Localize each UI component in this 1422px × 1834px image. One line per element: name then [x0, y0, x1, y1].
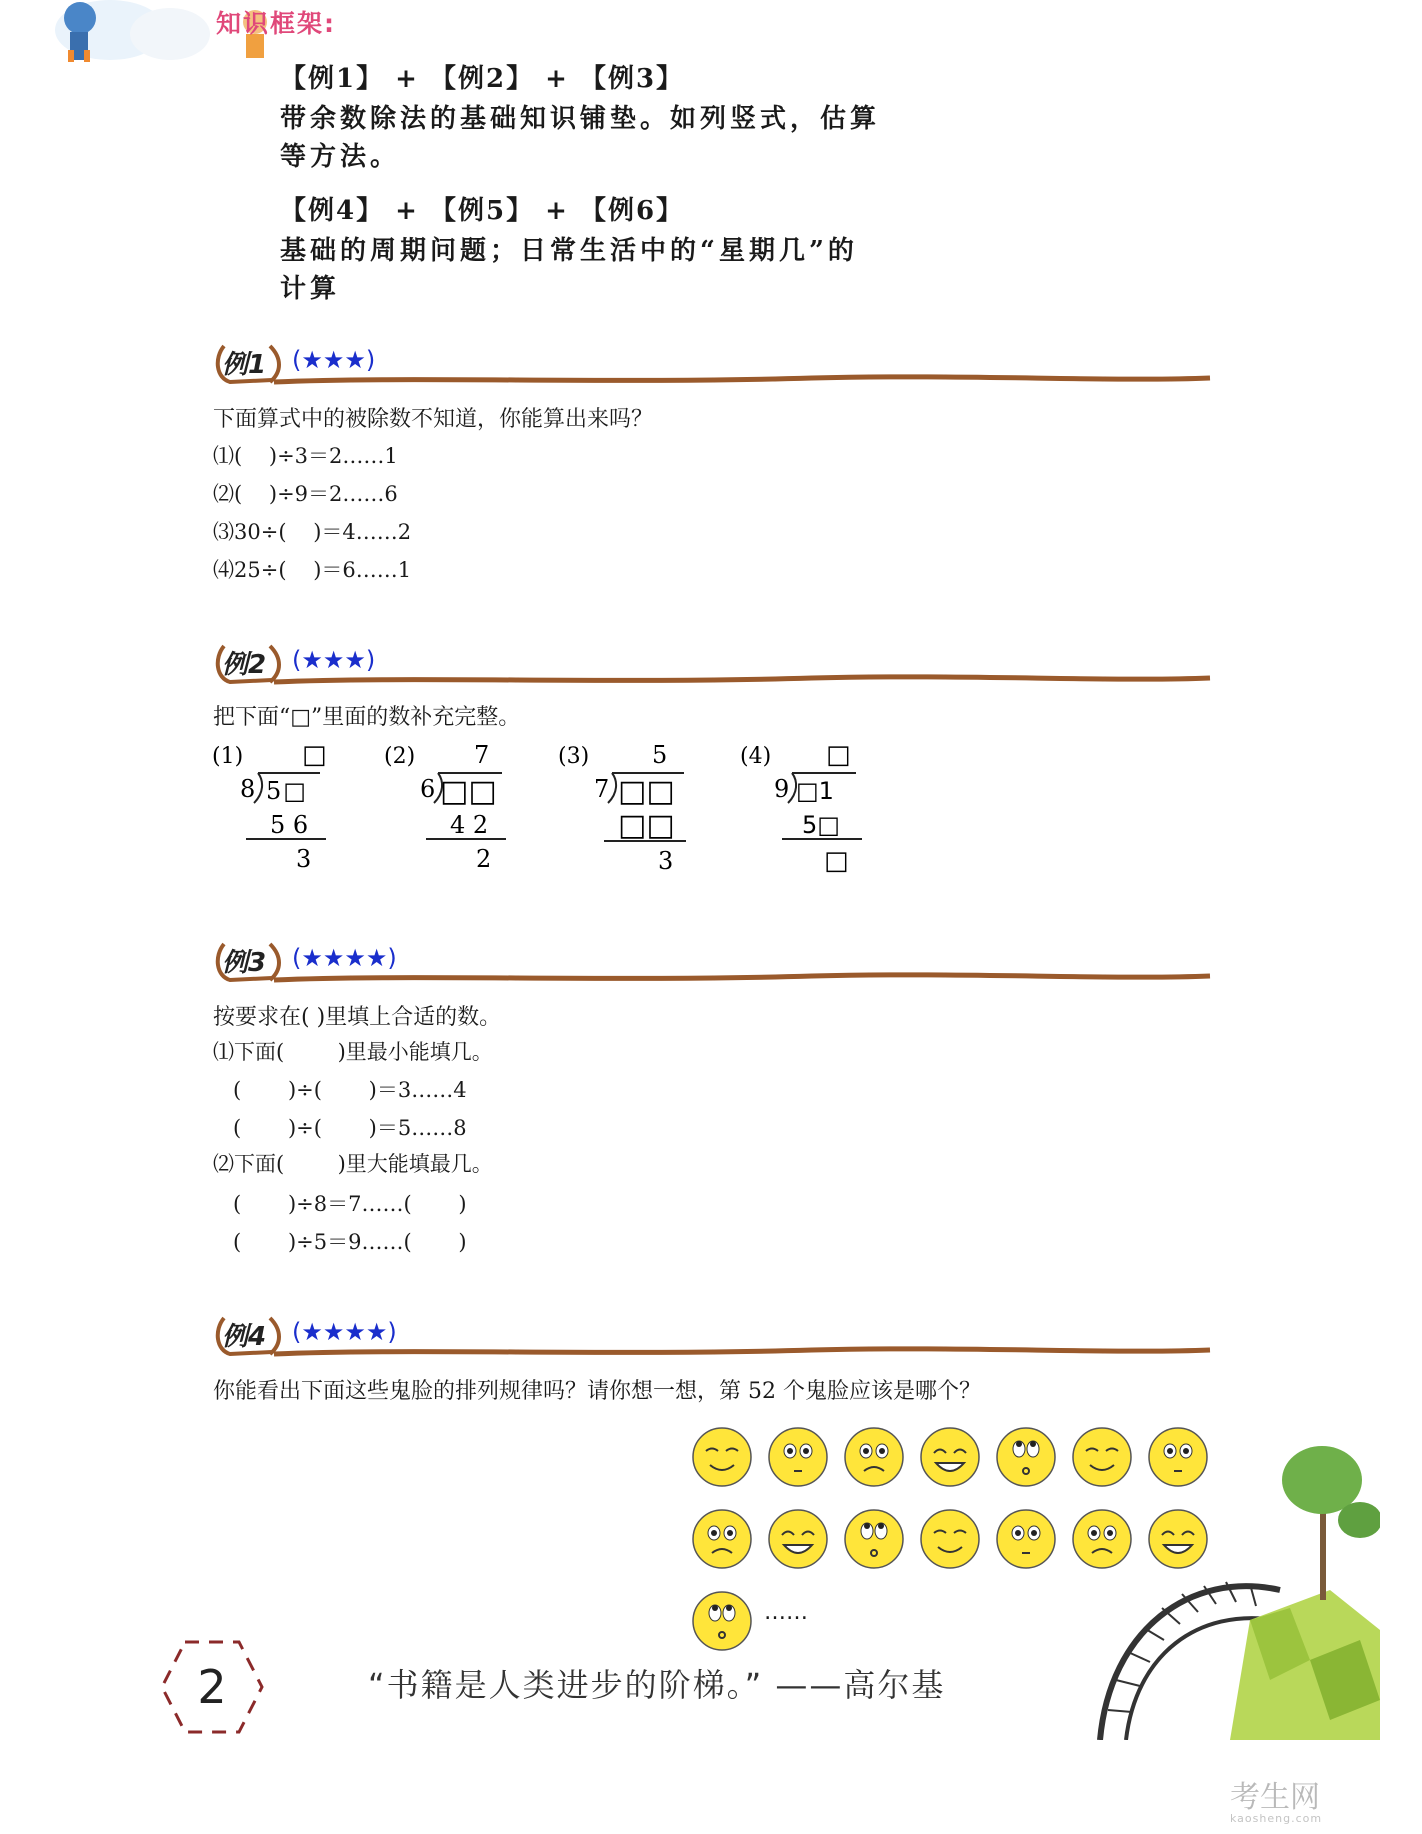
- example-2-label: 例2: [222, 650, 267, 680]
- product: 4 2: [450, 811, 489, 839]
- quotient: □: [826, 740, 851, 770]
- example-1-item: ⑶30÷( )＝4……2: [213, 520, 412, 544]
- example-1-item: ⑷25÷( )＝6……1: [213, 558, 412, 582]
- long-division-1: [210, 735, 340, 875]
- example-2-question: 把下面“□”里面的数补充完整。: [213, 705, 521, 730]
- example-3-item: ⑵下面( )里大能填最几。: [213, 1152, 493, 1176]
- example-3-header: [212, 936, 1212, 984]
- division-number: (1): [212, 744, 244, 769]
- divisor: 6: [420, 775, 436, 803]
- page-number: [158, 1638, 266, 1736]
- product: 5 6: [270, 811, 309, 839]
- example-2-stars: (★★★): [292, 646, 376, 674]
- example-3-stars: (★★★★): [292, 944, 397, 972]
- remainder: 3: [296, 845, 312, 873]
- watermark: [1230, 1772, 1322, 1825]
- footer-quote: “书籍是人类进步的阶梯。” ——高尔基: [368, 1666, 946, 1704]
- framework-refs-2: 【例4】 + 【例5】 + 【例6】: [280, 196, 685, 226]
- remainder: 2: [476, 845, 492, 873]
- product: 5□: [802, 811, 840, 839]
- quotient: 7: [474, 741, 490, 769]
- example-1-item: ⑵( )÷9＝2……6: [213, 482, 398, 506]
- divisor: 9: [774, 775, 790, 803]
- face-eyes-up-icon: [842, 1507, 906, 1571]
- framework-title: 知识框架:: [216, 9, 336, 38]
- example-4-label: 例4: [222, 1322, 267, 1352]
- example-3-item: ⑴下面( )里最小能填几。: [213, 1040, 493, 1064]
- remainder: 3: [658, 847, 674, 875]
- page-number-text: 2: [197, 1660, 227, 1714]
- face-smile-icon: [690, 1425, 754, 1489]
- example-3-question: 按要求在( )里填上合适的数。: [213, 1005, 502, 1030]
- example-3-label: 例3: [222, 948, 267, 978]
- divisor: 7: [594, 775, 610, 803]
- example-1-stars: (★★★): [292, 346, 376, 374]
- face-smile-icon: [918, 1507, 982, 1571]
- example-1-label: 例1: [222, 350, 267, 380]
- faces-ellipsis: ……: [764, 1600, 808, 1625]
- framework-desc-2: 基础的周期问题；日常生活中的“星期几”的计算: [280, 236, 858, 304]
- example-1-header: [212, 338, 1212, 386]
- divisor: 8: [240, 775, 256, 803]
- example-3-item: ( )÷5＝9……( ): [213, 1230, 467, 1254]
- example-3-item: ( )÷( )＝5……8: [213, 1116, 467, 1140]
- example-1-item: ⑴( )÷3＝2……1: [213, 444, 398, 468]
- division-number: (4): [740, 744, 772, 769]
- division-number: (2): [384, 744, 416, 769]
- face-sad-icon: [842, 1425, 906, 1489]
- example-4-header: [212, 1310, 1212, 1358]
- face-grin-icon: [918, 1425, 982, 1489]
- remainder: □: [824, 846, 849, 875]
- face-eyes-up-icon: [690, 1589, 754, 1653]
- long-division-2: [382, 735, 512, 875]
- watermark-text: 考生网: [1230, 1780, 1320, 1815]
- long-division-4: [738, 735, 878, 875]
- face-eyes-up-icon: [994, 1425, 1058, 1489]
- quotient: □: [302, 740, 327, 770]
- example-3-item: ( )÷8＝7……( ): [213, 1192, 467, 1216]
- framework-refs-1: 【例1】 + 【例2】 + 【例3】: [280, 64, 685, 94]
- dividend: □□: [618, 774, 675, 809]
- tree-arch-illustration: [1080, 1440, 1380, 1740]
- face-grin-icon: [766, 1507, 830, 1571]
- example-1-question: 下面算式中的被除数不知道，你能算出来吗？: [213, 407, 654, 432]
- dividend: □□: [440, 774, 497, 809]
- example-4-stars: (★★★★): [292, 1318, 397, 1346]
- face-stare-icon: [766, 1425, 830, 1489]
- quotient: 5: [652, 741, 668, 769]
- example-3-item: ( )÷( )＝3……4: [213, 1078, 467, 1102]
- framework-desc-1: 带余数除法的基础知识铺垫。如列竖式，估算等方法。: [280, 104, 881, 172]
- long-division-3: [556, 735, 696, 875]
- dividend: □1: [796, 777, 834, 805]
- face-sad-icon: [690, 1507, 754, 1571]
- division-number: (3): [558, 744, 590, 769]
- example-2-header: [212, 638, 1212, 686]
- example-4-question: 你能看出下面这些鬼脸的排列规律吗？请你想一想，第 52 个鬼脸应该是哪个？: [213, 1379, 981, 1404]
- face-stare-icon: [994, 1507, 1058, 1571]
- dividend: 5□: [266, 777, 308, 805]
- product: □□: [618, 808, 675, 843]
- watermark-subtext: kaosheng.com: [1230, 1812, 1323, 1825]
